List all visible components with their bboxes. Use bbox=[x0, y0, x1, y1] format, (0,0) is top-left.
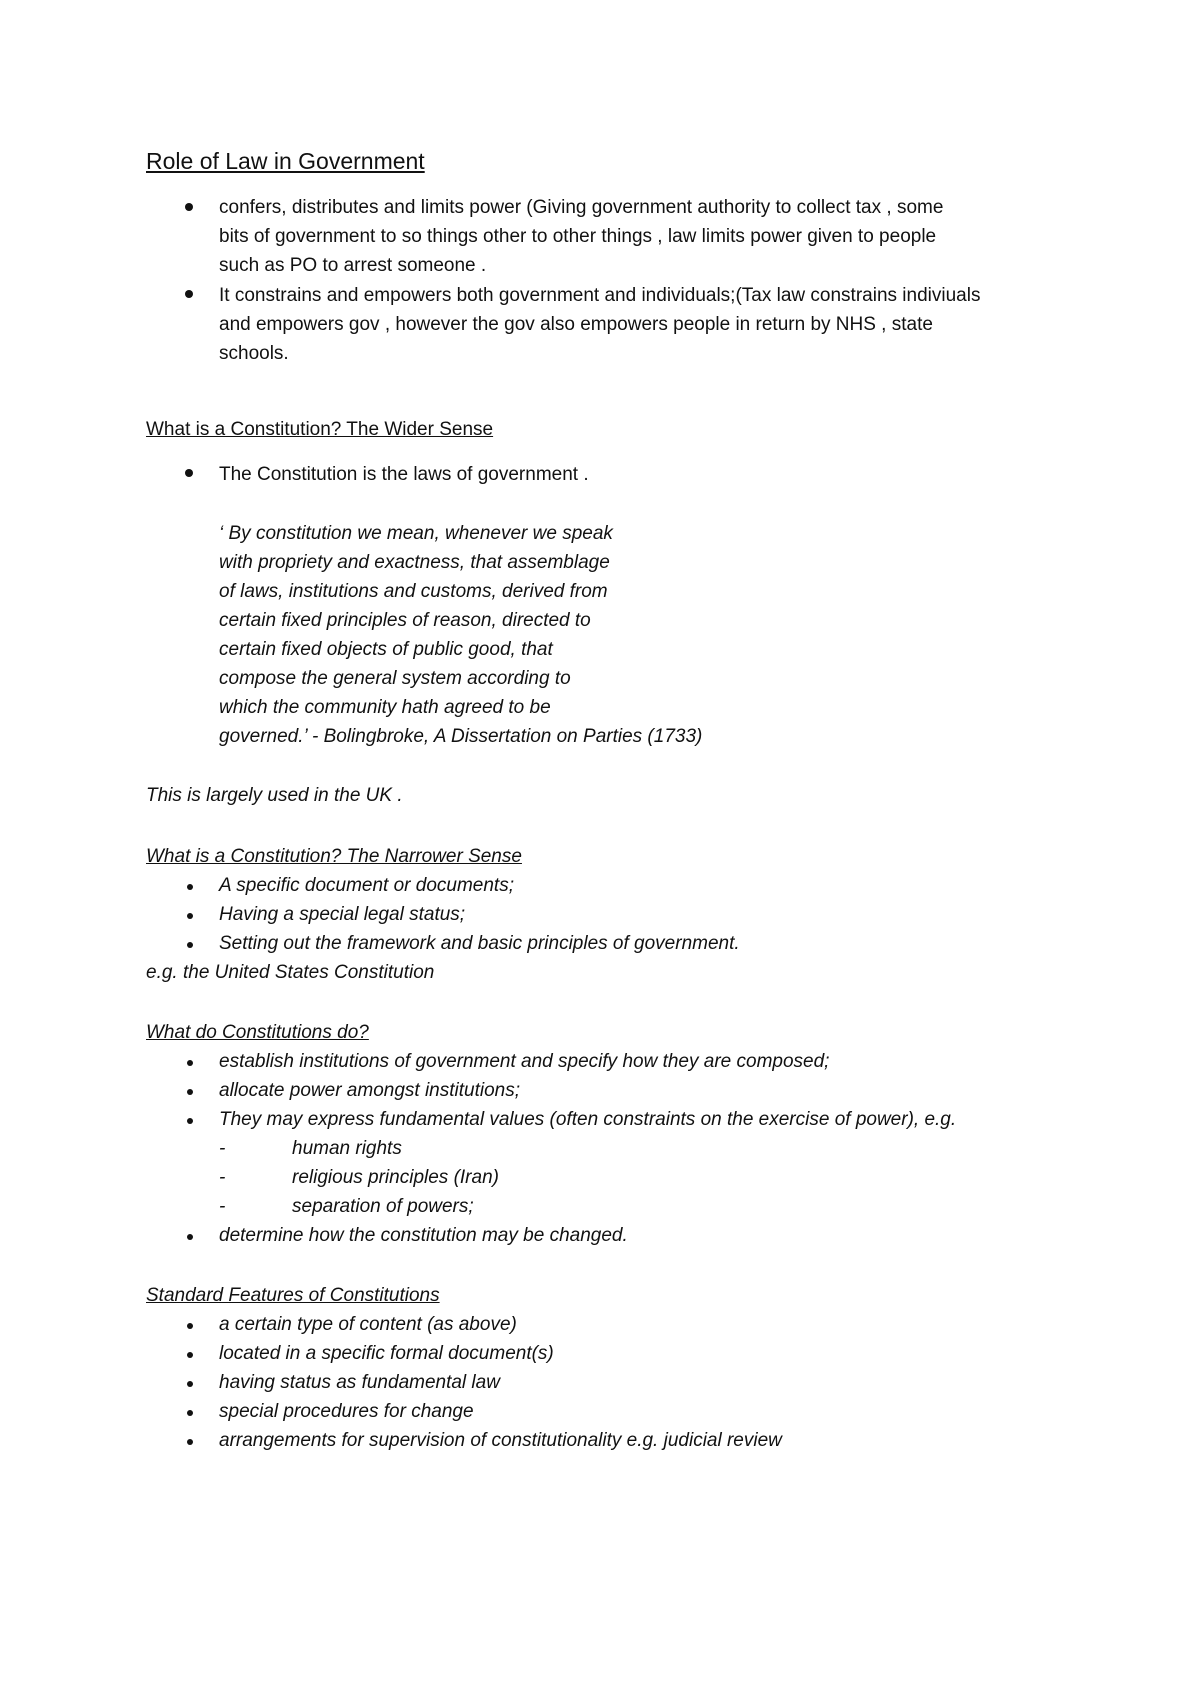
bullet-text-line: bits of government to so things other to other things , law limits power given to people bbox=[219, 226, 937, 247]
bullet-dot bbox=[185, 469, 193, 477]
list-item: a certain type of content (as above) bbox=[219, 1314, 517, 1335]
bullet-text-line: confers, distributes and limits power (Giving government authority to collect tax , some bbox=[219, 197, 944, 218]
quote-line: with propriety and exactness, that assemblage bbox=[219, 552, 610, 573]
list-item: having status as fundamental law bbox=[219, 1372, 500, 1393]
list-item: located in a specific formal document(s) bbox=[219, 1343, 554, 1364]
bullet-dot bbox=[187, 1439, 193, 1445]
bullet-text-line: schools. bbox=[219, 343, 289, 364]
bullet-text-line: and empowers gov , however the gov also empowers people in return by NHS , state bbox=[219, 314, 933, 335]
section-heading-standard-features: Standard Features of Constitutions bbox=[146, 1285, 440, 1306]
quote-line: of laws, institutions and customs, derived from bbox=[219, 581, 608, 602]
quote-line: governed.’ - Bolingbroke, A Dissertation on Parties (1733) bbox=[219, 726, 703, 747]
section-heading-wider-sense: What is a Constitution? The Wider Sense bbox=[146, 419, 494, 440]
bullet-dot bbox=[187, 1410, 193, 1416]
bullet-text-line: such as PO to arrest someone . bbox=[219, 255, 487, 276]
list-item: They may express fundamental values (often constraints on the exercise of power), e.g. bbox=[219, 1109, 957, 1130]
list-item: A specific document or documents; bbox=[219, 875, 514, 896]
bullet-dot bbox=[187, 884, 193, 890]
list-item: establish institutions of government and specify how they are composed; bbox=[219, 1051, 830, 1072]
bullet-dot bbox=[185, 203, 193, 211]
list-item: special procedures for change bbox=[219, 1401, 474, 1422]
dash-marker: - bbox=[219, 1196, 226, 1217]
quote-line: compose the general system according to bbox=[219, 668, 571, 689]
list-item: Setting out the framework and basic principles of government. bbox=[219, 933, 740, 954]
dash-marker: - bbox=[219, 1138, 226, 1159]
list-item: arrangements for supervision of constitutionality e.g. judicial review bbox=[219, 1430, 782, 1451]
list-item: allocate power amongst institutions; bbox=[219, 1080, 520, 1101]
sub-list-item: separation of powers; bbox=[292, 1196, 474, 1217]
quote-line: certain fixed principles of reason, directed to bbox=[219, 610, 591, 631]
section-heading-narrower-sense: What is a Constitution? The Narrower Sense bbox=[146, 846, 522, 867]
bullet-dot bbox=[187, 1323, 193, 1329]
bullet-dot bbox=[187, 1089, 193, 1095]
quote-line: certain fixed objects of public good, that bbox=[219, 639, 553, 660]
example-text: e.g. the United States Constitution bbox=[146, 962, 435, 983]
page-title: Role of Law in Government bbox=[146, 148, 425, 174]
bullet-dot bbox=[187, 1060, 193, 1066]
bullet-dot bbox=[187, 1234, 193, 1240]
sub-list-item: religious principles (Iran) bbox=[292, 1167, 499, 1188]
bullet-dot bbox=[187, 1381, 193, 1387]
bullet-dot bbox=[187, 913, 193, 919]
bullet-text-line: The Constitution is the laws of government . bbox=[219, 464, 589, 485]
bullet-dot bbox=[187, 1352, 193, 1358]
bullet-text-line: It constrains and empowers both government and individuals;(Tax law constrains indiviuals bbox=[219, 285, 981, 306]
list-item: Having a special legal status; bbox=[219, 904, 466, 925]
bullet-dot bbox=[185, 290, 193, 298]
sub-list-item: human rights bbox=[292, 1138, 402, 1159]
note-text: This is largely used in the UK . bbox=[146, 785, 403, 806]
bullet-dot bbox=[187, 942, 193, 948]
section-heading-what-do: What do Constitutions do? bbox=[146, 1022, 369, 1043]
quote-line: which the community hath agreed to be bbox=[219, 697, 551, 718]
list-item: determine how the constitution may be changed. bbox=[219, 1225, 628, 1246]
quote-line: ‘ By constitution we mean, whenever we speak bbox=[219, 523, 613, 544]
bullet-dot bbox=[187, 1118, 193, 1124]
dash-marker: - bbox=[219, 1167, 226, 1188]
